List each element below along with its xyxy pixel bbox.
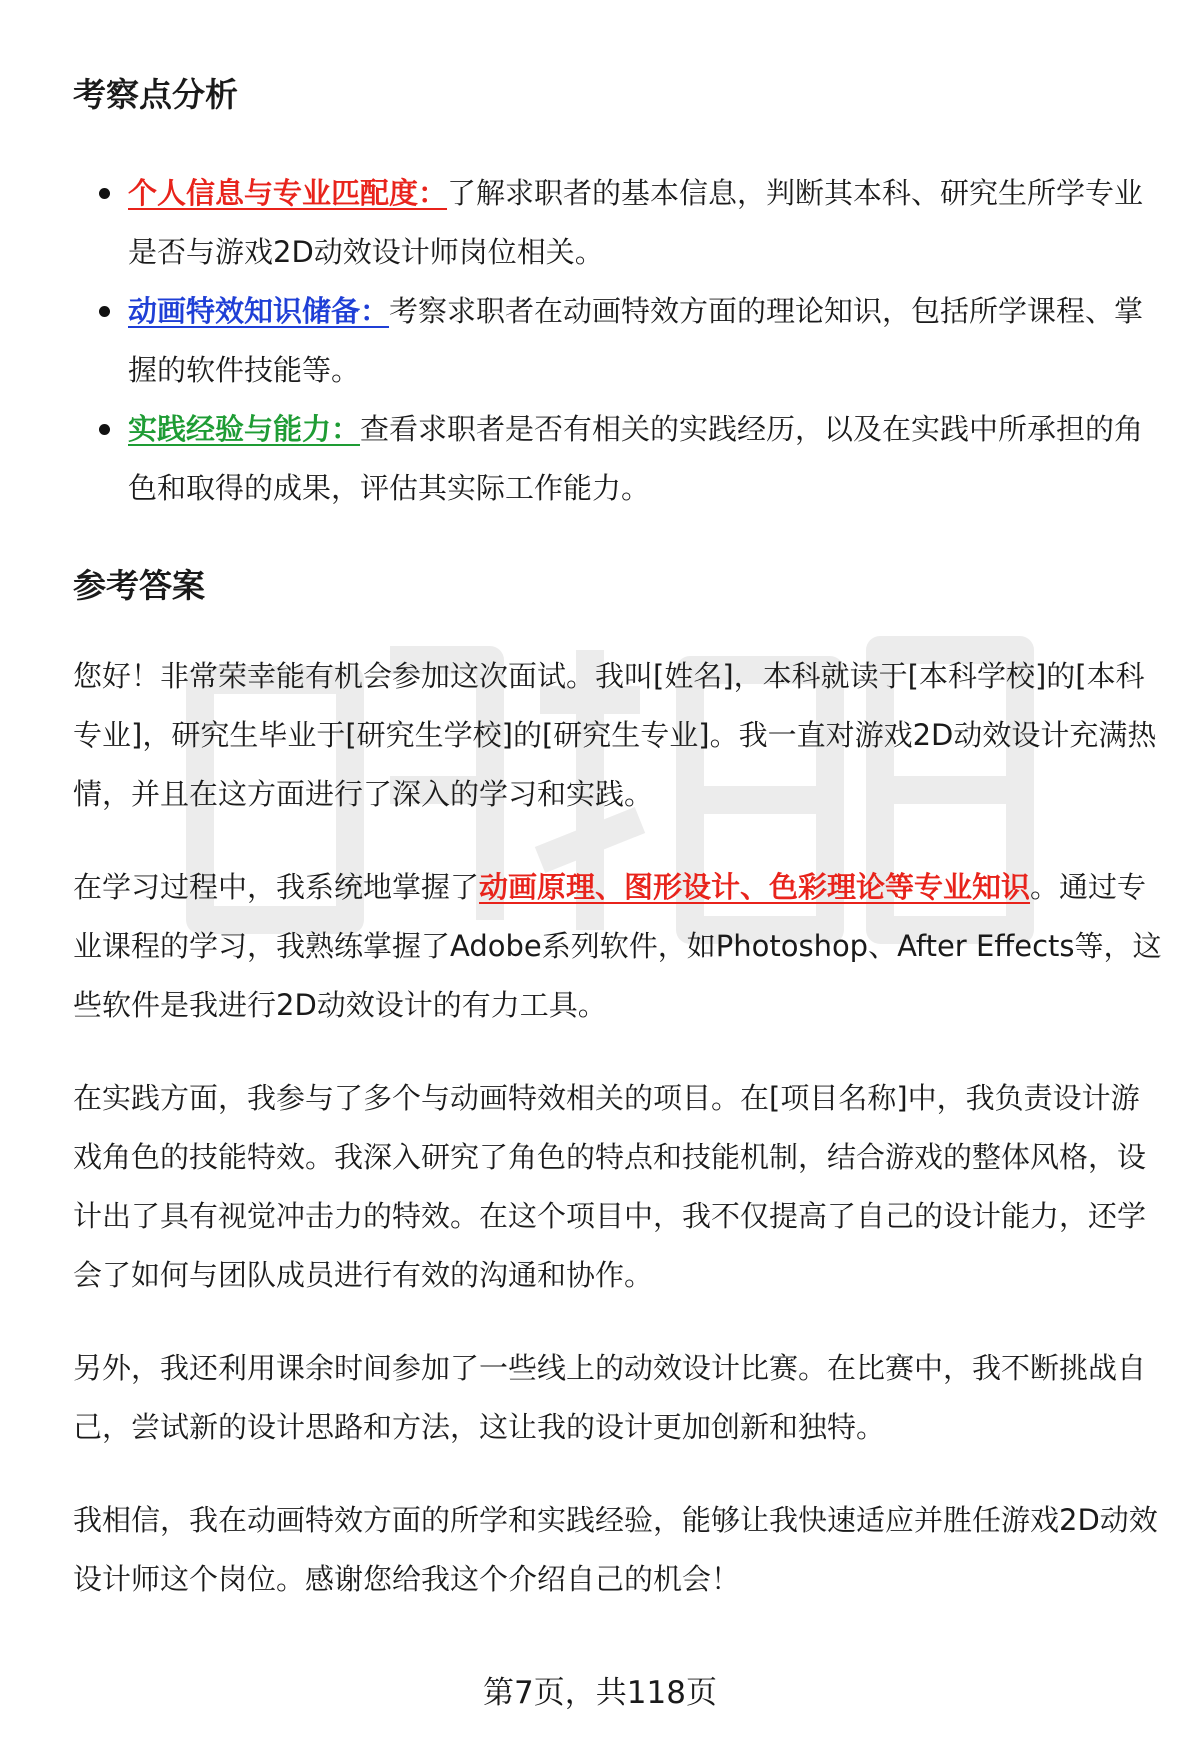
point-label: 动画特效知识储备： [128, 294, 390, 328]
answer-paragraph-4: 另外，我还利用课余时间参加了一些线上的动效设计比赛。在比赛中，我不断挑战自己，尝试新的设计思路和方法，这让我的设计更加创新和独特。 [73, 1351, 1147, 1444]
point-label: 实践经验与能力： [128, 412, 361, 446]
point-text: 了解求职者的基本信息，判断其本科、研究生所学专业是否与游戏2D动效设计师岗位相关。 [128, 176, 1144, 269]
point-label: 个人信息与专业匹配度： [128, 176, 448, 210]
bullet-icon [99, 424, 110, 435]
paragraph-text: 在学习过程中，我系统地掌握了 [73, 870, 480, 904]
highlight-text: 动画原理、图形设计、色彩理论等专业知识 [479, 870, 1031, 904]
analysis-points-list [73, 164, 1163, 518]
answer-paragraph-2 [73, 858, 1163, 1035]
answer-paragraph-3: 在实践方面，我参与了多个与动画特效相关的项目。在[项目名称]中，我负责设计游戏角色的技能特效。我深入研究了角色的特点和技能机制，结合游戏的整体风格，设计出了具有视觉冲击力的特效。在这个项目中，我不仅提高了自己的设计能力，还学会了如何与团队成员进行有效的沟通和协作。 [73, 1081, 1147, 1292]
list-item [73, 164, 1163, 282]
section-title-answer: 参考答案 [73, 566, 205, 605]
answer-paragraph-1: 您好！非常荣幸能有机会参加这次面试。我叫[姓名]，本科就读于[本科学校]的[本科专业]，研究生毕业于[研究生学校]的[研究生专业]。我一直对游戏2D动效设计充满热情，并且在这方面进行了深入的学习和实践。 [73, 659, 1157, 811]
paragraph-text: 。通过专业课程的学习，我熟练掌握了Adobe系列软件，如Photoshop、After Effects等，这些软件是我进行2D动效设计的有力工具。 [73, 870, 1162, 1022]
answer-paragraph-5: 我相信，我在动画特效方面的所学和实践经验，能够让我快速适应并胜任游戏2D动效设计师这个岗位。感谢您给我这个介绍自己的机会！ [73, 1503, 1158, 1596]
page-number: 第7页，共118页 [483, 1675, 717, 1711]
content [73, 62, 1163, 1609]
point-text: 查看求职者是否有相关的实践经历，以及在实践中所承担的角色和取得的成果，评估其实际工作能力。 [128, 412, 1144, 505]
point-text: 考察求职者在动画特效方面的理论知识，包括所学课程、掌握的软件技能等。 [128, 294, 1144, 387]
section-title-analysis: 考察点分析 [73, 75, 238, 114]
bullet-icon [99, 306, 110, 317]
bullet-icon [99, 188, 110, 199]
list-item [73, 400, 1163, 518]
list-item [73, 282, 1163, 400]
